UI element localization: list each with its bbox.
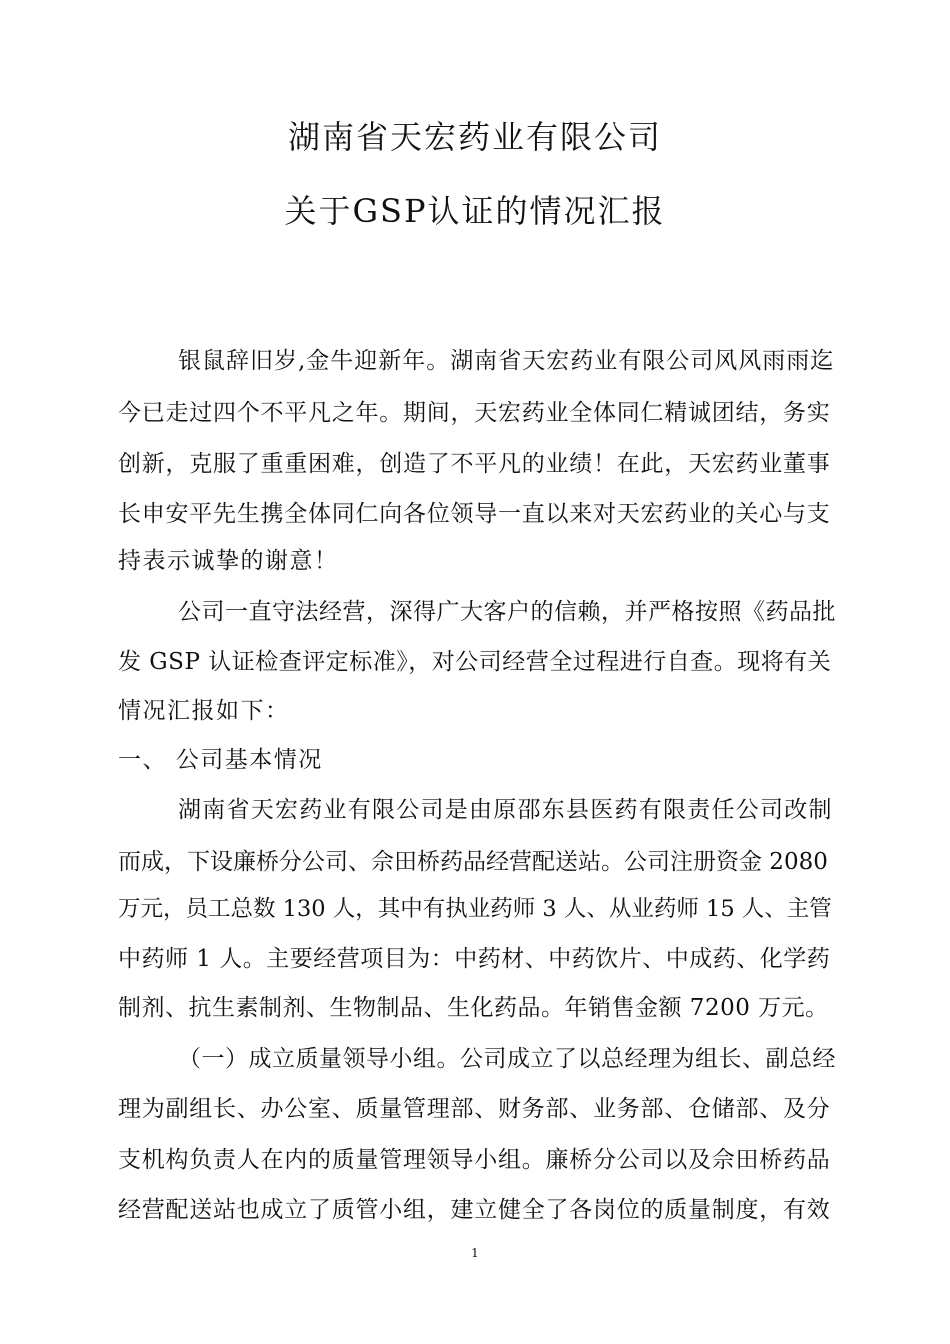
document-title-line-1: 湖南省天宏药业有限公司	[287, 118, 662, 156]
paragraph-line: 中药师 1 人。主要经营项目为：中药材、中药饮片、中成药、化学药	[118, 946, 831, 972]
paragraph-line: 创新，克服了重重困难，创造了不平凡的业绩！在此，天宏药业董事	[118, 451, 831, 477]
paragraph-line: 发 GSP 认证检查评定标准》，对公司经营全过程进行自查。现将有关	[118, 649, 832, 675]
paragraph-line: 湖南省天宏药业有限公司是由原邵东县医药有限责任公司改制	[178, 797, 833, 823]
document-title-line-2: 关于GSP认证的情况汇报	[284, 192, 666, 230]
page-number: 1	[471, 1246, 479, 1260]
paragraph-line: 理为副组长、办公室、质量管理部、财务部、业务部、仓储部、及分	[118, 1096, 831, 1122]
paragraph-line: 支机构负责人在内的质量管理领导小组。廉桥分公司以及佘田桥药品	[118, 1147, 831, 1173]
section-heading: 一、 公司基本情况	[118, 747, 323, 773]
paragraph-line: 而成，下设廉桥分公司、佘田桥药品经营配送站。公司注册资金 2080	[118, 849, 828, 875]
paragraph-line: 情况汇报如下：	[118, 698, 290, 724]
paragraph-line: 经营配送站也成立了质管小组，建立健全了各岗位的质量制度，有效	[118, 1197, 831, 1223]
paragraph-line: 持表示诚挚的谢意！	[118, 548, 339, 574]
paragraph-line: 长申安平先生携全体同仁向各位领导一直以来对天宏药业的关心与支	[118, 501, 831, 527]
paragraph-line: （一）成立质量领导小组。公司成立了以总经理为组长、副总经	[178, 1046, 836, 1072]
paragraph-line: 今已走过四个不平凡之年。期间，天宏药业全体同仁精诚团结，务实	[118, 400, 831, 426]
paragraph-line: 公司一直守法经营，深得广大客户的信赖，并严格按照《药品批	[178, 599, 836, 625]
paragraph-line: 银鼠辞旧岁,金牛迎新年。湖南省天宏药业有限公司风风雨雨迄	[178, 348, 835, 374]
paragraph-line: 制剂、抗生素制剂、生物制品、生化药品。年销售金额 7200 万元。	[118, 995, 829, 1021]
paragraph-line: 万元，员工总数 130 人，其中有执业药师 3 人、从业药师 15 人、主管	[118, 896, 832, 922]
